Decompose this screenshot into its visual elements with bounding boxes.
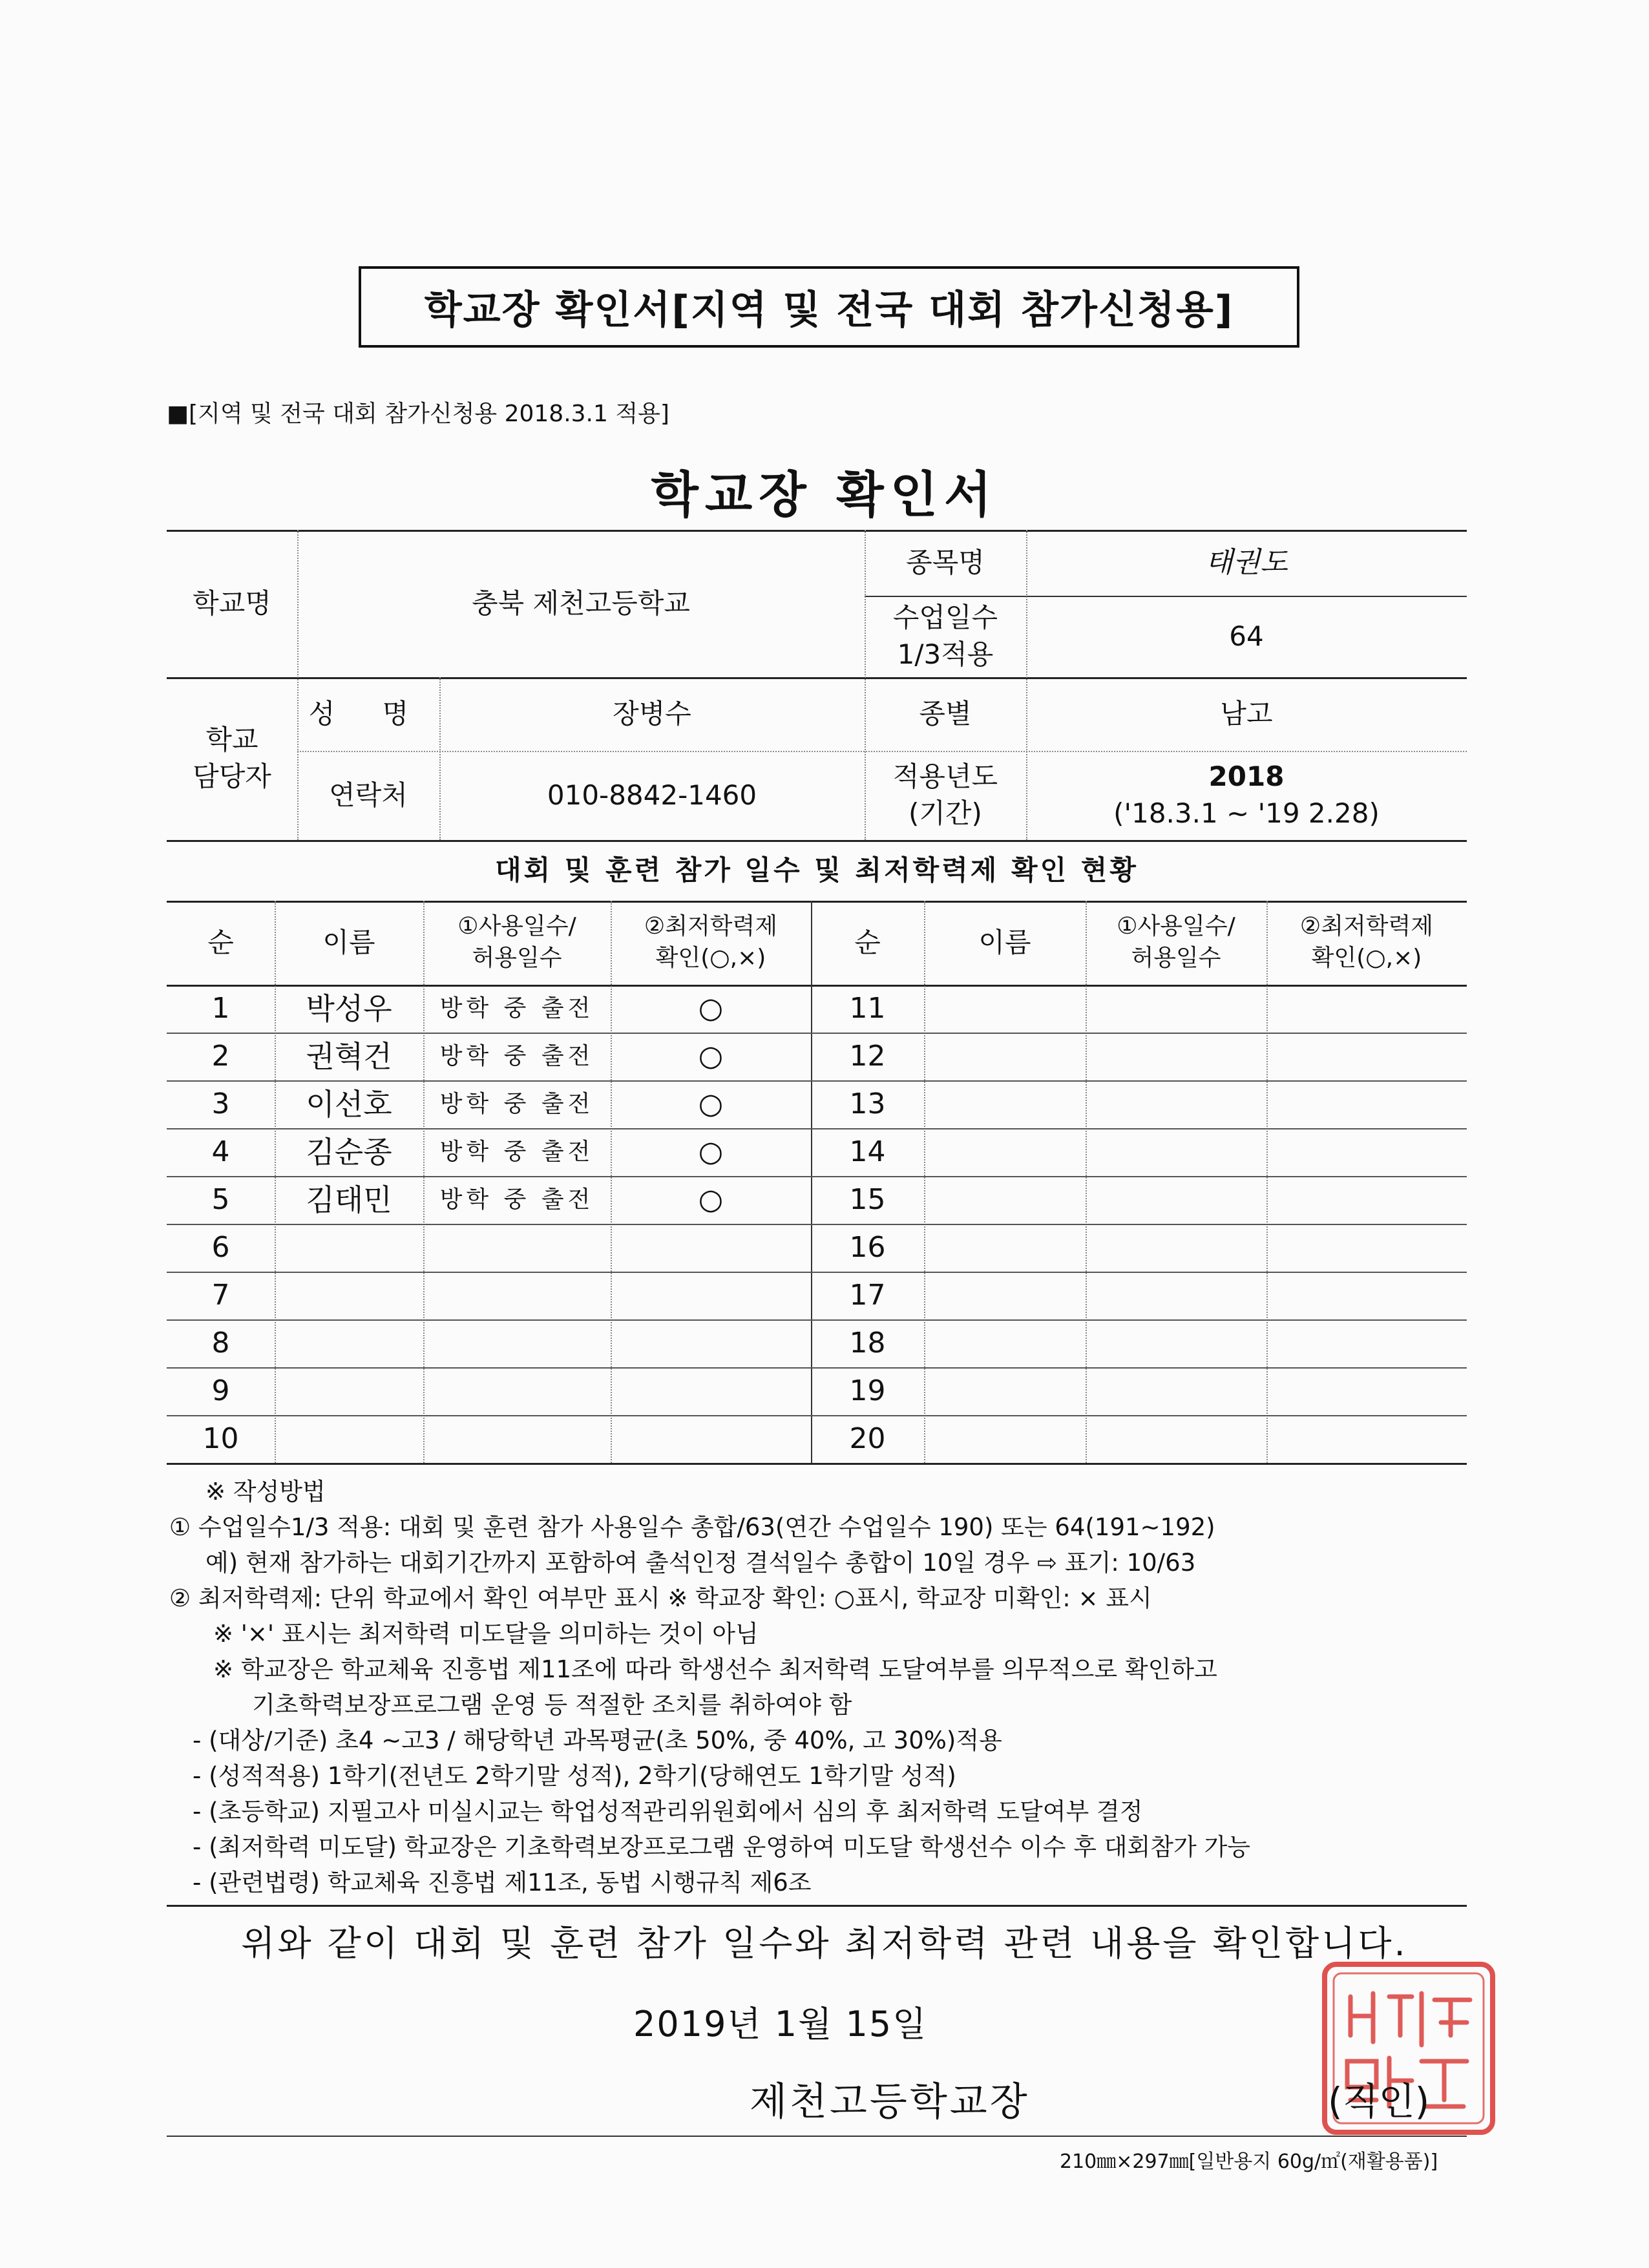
note-line: 기초학력보장프로그램 운영 등 적절한 조치를 취하여야 함 bbox=[252, 1691, 852, 1719]
row-used-days bbox=[423, 1415, 611, 1463]
row-num-2: 11 bbox=[849, 992, 886, 1025]
sport-value: 태권도 bbox=[1205, 546, 1288, 580]
row-min-academic: ○ bbox=[698, 1135, 724, 1169]
row-student-name bbox=[275, 1224, 423, 1272]
row-min-academic: ○ bbox=[698, 1087, 724, 1121]
row-num-2: 17 bbox=[849, 1279, 886, 1312]
row-used-days: 방학 중 출전 bbox=[439, 994, 594, 1022]
col-header-num: 순 bbox=[207, 926, 234, 958]
col-header-name: 이름 bbox=[322, 926, 375, 958]
col-header-used-days: ①사용일수/ 허용일수 bbox=[457, 913, 576, 971]
row-used-days: 방학 중 출전 bbox=[439, 1042, 594, 1069]
row-num: 1 bbox=[211, 992, 230, 1025]
note-line: 예) 현재 참가하는 대회기간까지 포함하여 출석인정 결석일수 총합이 10일 경우 ⇨ 표기: 10/63 bbox=[205, 1549, 1196, 1577]
applied-year-period: ('18.3.1 ~ '19 2.28) bbox=[1113, 797, 1380, 829]
row-num-2: 18 bbox=[849, 1327, 886, 1360]
row-num-2: 13 bbox=[849, 1087, 886, 1121]
row-num: 9 bbox=[211, 1374, 230, 1408]
row-num: 4 bbox=[211, 1135, 230, 1169]
row-num-2: 12 bbox=[849, 1040, 886, 1073]
row-num: 8 bbox=[211, 1327, 230, 1360]
principal-title: 제천고등학교장 bbox=[750, 2079, 1030, 2125]
col-header-used-days-2: ①사용일수/ 허용일수 bbox=[1117, 913, 1235, 971]
row-used-days: 방학 중 출전 bbox=[439, 1186, 594, 1213]
row-student-name: 이선호 bbox=[306, 1086, 392, 1122]
row-min-academic bbox=[611, 1319, 811, 1367]
note-line: - (초등학교) 지필고사 미실시교는 학업성적관리위원회에서 심의 후 최저학력 도달여부 결정 bbox=[193, 1798, 1143, 1825]
category-value: 남고 bbox=[1220, 697, 1273, 730]
row-used-days: 방학 중 출전 bbox=[439, 1090, 594, 1117]
note-line: ① 수업일수1/3 적용: 대회 및 훈련 참가 사용일수 총합/63(연간 수업일수 190) 또는 64(191~192) bbox=[169, 1513, 1215, 1541]
school-name-label: 학교명 bbox=[193, 587, 271, 619]
row-student-name bbox=[275, 1319, 423, 1367]
row-student-name: 김태민 bbox=[306, 1182, 392, 1217]
row-num: 10 bbox=[202, 1422, 239, 1456]
confirmation-statement: 위와 같이 대회 및 훈련 참가 일수와 최저학력 관련 내용을 확인합니다. bbox=[241, 1923, 1408, 1964]
row-num-2: 19 bbox=[849, 1374, 886, 1408]
applied-year-cell bbox=[1026, 751, 1467, 840]
contact-phone-value: 010-8842-1460 bbox=[547, 779, 757, 811]
row-min-academic bbox=[611, 1367, 811, 1415]
row-num: 5 bbox=[211, 1183, 230, 1217]
contact-phone-label: 연락처 bbox=[329, 779, 408, 811]
row-min-academic: ○ bbox=[698, 1183, 724, 1217]
form-title: 학교장 확인서[지역 및 전국 대회 참가신청용] bbox=[424, 288, 1234, 333]
col-header-min-academic: ②최저학력제 확인(○,×) bbox=[644, 913, 778, 971]
sport-label: 종목명 bbox=[906, 546, 985, 578]
row-student-name: 권혁건 bbox=[306, 1038, 392, 1074]
row-num: 2 bbox=[211, 1040, 230, 1073]
col-header-num-2: 순 bbox=[854, 926, 881, 958]
row-used-days: 방학 중 출전 bbox=[439, 1138, 594, 1165]
category-label: 종별 bbox=[919, 697, 972, 730]
row-num-2: 20 bbox=[849, 1422, 886, 1456]
col-header-min-academic-2: ②최저학력제 확인(○,×) bbox=[1299, 913, 1434, 971]
row-used-days bbox=[423, 1319, 611, 1367]
note-line: ② 최저학력제: 단위 학교에서 확인 여부만 표시 ※ 학교장 확인: ○표시, 학교장 미확인: × 표시 bbox=[169, 1584, 1152, 1612]
row-student-name bbox=[275, 1415, 423, 1463]
row-num-2: 14 bbox=[849, 1135, 886, 1169]
row-num-2: 16 bbox=[849, 1231, 886, 1265]
note-line: - (성적적용) 1학기(전년도 2학기말 성적), 2학기(당해연도 1학기말 성적) bbox=[193, 1762, 956, 1790]
school-name-value: 충북 제천고등학교 bbox=[472, 587, 690, 619]
note-line: - (관련법령) 학교체육 진흥법 제11조, 동법 시행규칙 제6조 bbox=[193, 1869, 812, 1896]
row-num: 3 bbox=[211, 1087, 230, 1121]
row-min-academic bbox=[611, 1272, 811, 1319]
row-min-academic: ○ bbox=[698, 1040, 724, 1073]
row-used-days bbox=[423, 1367, 611, 1415]
seal-label: (직인) bbox=[1328, 2079, 1430, 2123]
applied-year-label: 적용년도 (기간) bbox=[892, 761, 998, 829]
contact-name-value: 장병수 bbox=[613, 697, 691, 730]
paper-spec: 210㎜×297㎜[일반용지 60g/㎡(재활용품)] bbox=[1060, 2150, 1438, 2173]
row-min-academic: ○ bbox=[698, 992, 724, 1025]
document-title: 학교장 확인서 bbox=[651, 466, 998, 523]
note-line: - (최저학력 미도달) 학교장은 기초학력보장프로그램 운영하여 미도달 학생선수 이수 후 대회참가 가능 bbox=[193, 1833, 1251, 1861]
row-student-name bbox=[275, 1272, 423, 1319]
row-num: 7 bbox=[211, 1279, 230, 1312]
form-title-box bbox=[359, 266, 1299, 348]
row-used-days bbox=[423, 1272, 611, 1319]
signature-date: 2019년 1월 15일 bbox=[633, 2004, 928, 2044]
col-header-name-2: 이름 bbox=[978, 926, 1031, 958]
form-subheading: ■[지역 및 전국 대회 참가신청용 2018.3.1 적용] bbox=[167, 401, 669, 427]
contact-person-label: 학교 담당자 bbox=[193, 724, 271, 792]
class-days-value: 64 bbox=[1229, 620, 1264, 652]
class-days-label: 수업일수 1/3적용 bbox=[892, 602, 998, 670]
applied-year-value: 2018 bbox=[1208, 761, 1285, 793]
row-student-name: 김순종 bbox=[306, 1134, 392, 1170]
row-min-academic bbox=[611, 1415, 811, 1463]
status-section-title: 대회 및 훈련 참가 일수 및 최저학력제 확인 현황 bbox=[495, 854, 1139, 886]
contact-name-label: 성 명 bbox=[308, 697, 428, 730]
note-line: ※ '×' 표시는 최저학력 미도달을 의미하는 것이 아님 bbox=[213, 1620, 759, 1648]
note-line: ※ 작성방법 bbox=[205, 1478, 326, 1506]
note-line: ※ 학교장은 학교체육 진흥법 제11조에 따라 학생선수 최저학력 도달여부를 의무적으로 확인하고 bbox=[213, 1655, 1217, 1683]
row-num-2: 15 bbox=[849, 1183, 886, 1217]
row-used-days bbox=[423, 1224, 611, 1272]
row-student-name: 박성우 bbox=[306, 991, 392, 1026]
note-line: - (대상/기준) 초4 ~고3 / 해당학년 과목평균(초 50%, 중 40%, 고 30%)적용 bbox=[193, 1727, 1002, 1754]
row-num: 6 bbox=[211, 1231, 230, 1265]
row-student-name bbox=[275, 1367, 423, 1415]
row-min-academic bbox=[611, 1224, 811, 1272]
